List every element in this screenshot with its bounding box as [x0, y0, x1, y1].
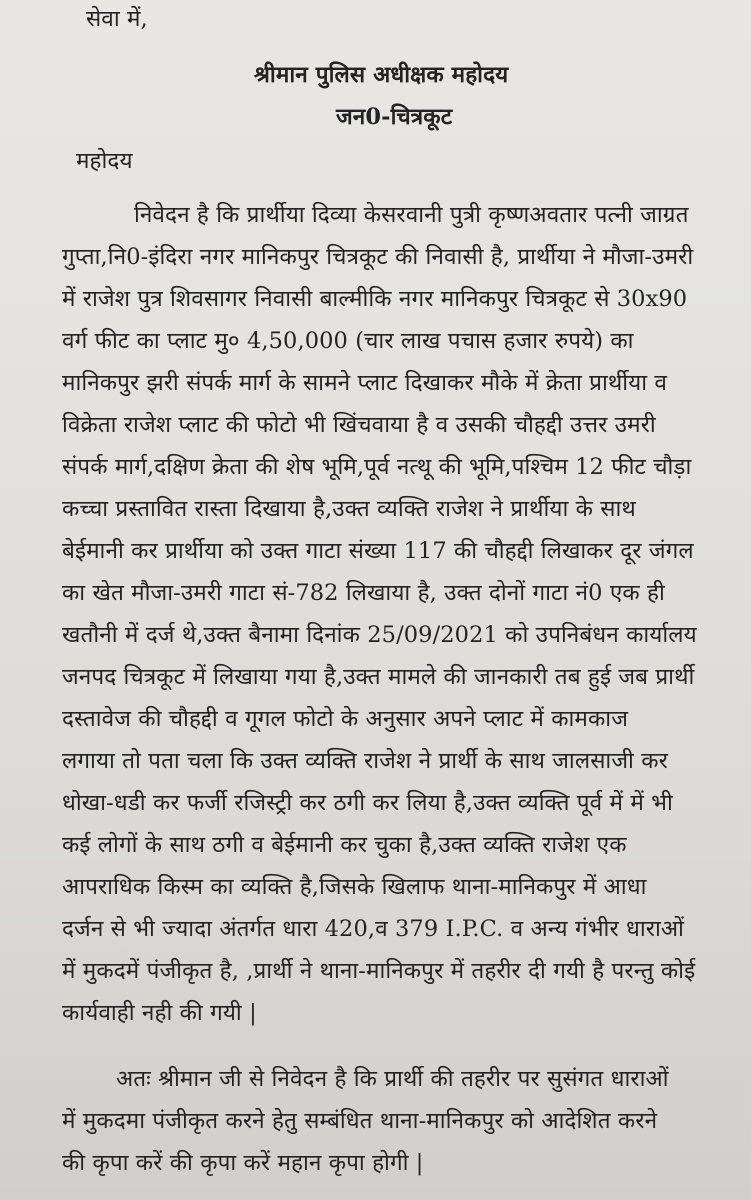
body-line: का खेत मौजा-उमरी गाटा सं-782 लिखाया है, उक्त दोनों गाटा नं0 एक ही [62, 580, 665, 606]
body-line: लगाया तो पता चला कि उक्त व्यक्ति राजेश ने प्रार्थी के साथ जालसाजी कर [62, 748, 668, 774]
body-line: दर्जन से भी ज्यादा अंतर्गत धारा 420,व 379 I.P.C. व अन्य गंभीर धाराओं [62, 916, 685, 942]
addressee-title: श्रीमान पुलिस अधीक्षक महोदय [254, 62, 509, 88]
body-line: में मुकदमें पंजीकृत है, ,प्रार्थी ने थाना-मानिकपुर में तहरीर दी गयी है परन्तु कोई [62, 958, 696, 984]
body-line: में राजेश पुत्र शिवसागर निवासी बाल्मीकि नगर मानिकपुर चित्रकूट से 30x90 [62, 286, 688, 312]
body-line: कई लोगों के साथ ठगी व बेईमानी कर चुका है,उक्त व्यक्ति राजेश एक [62, 832, 627, 858]
body-line: जनपद चित्रकूट में लिखाया गया है,उक्त मामले की जानकारी तब हुई जब प्रार्थी [62, 664, 695, 690]
body-line: आपराधिक किस्म का व्यक्ति है,जिसके खिलाफ थाना-मानिकपुर में आधा [62, 874, 647, 900]
body-line: मानिकपुर झरी संपर्क मार्ग के सामने प्लाट दिखाकर मौके में क्रेता प्रार्थीया व [62, 370, 668, 396]
closing-line: की कृपा करें की कृपा करें महान कृपा होगी | [62, 1150, 424, 1176]
greeting: महोदय [76, 148, 133, 174]
body-line: कार्यवाही नही की गयी | [62, 1000, 257, 1026]
body-line: धोखा-धडी कर फर्जी रजिस्ट्री कर ठगी कर लिया है,उक्त व्यक्ति पूर्व में में भी [62, 790, 673, 816]
body-line: खतौनी में दर्ज थे,उक्त बैनामा दिनांक 25/09/2021 को उपनिबंधन कार्यालय [62, 622, 697, 648]
body-line: कच्चा प्रस्तावित रास्ता दिखाया है,उक्त व्यक्ति राजेश ने प्रार्थीया के साथ [62, 496, 636, 522]
addressee-place: जन0-चित्रकूट [336, 104, 453, 130]
body-line: विक्रेता राजेश प्लाट की फोटो भी खिंचवाया है व उसकी चौहद्दी उत्तर उमरी [62, 412, 656, 438]
body-line: संपर्क मार्ग,दक्षिण क्रेता की शेष भूमि,पूर्व नत्थू की भूमि,पश्चिम 12 फीट चौड़ा [62, 454, 692, 480]
body-line: गुप्ता,नि0-इंदिरा नगर मानिकपुर चित्रकूट की निवासी है, प्रार्थीया ने मौजा-उमरी [62, 244, 694, 270]
body-line: बेईमानी कर प्रार्थीया को उक्त गाटा संख्या 117 की चौहद्दी लिखाकर दूर जंगल [62, 538, 694, 564]
salutation: सेवा में, [86, 6, 148, 32]
body-line: निवेदन है कि प्रार्थीया दिव्या केसरवानी पुत्री कृष्णअवतार पत्नी जाग्रत [134, 202, 689, 228]
body-line: दस्तावेज की चौहद्दी व गूगल फोटो के अनुसार अपने प्लाट में कामकाज [62, 706, 628, 732]
body-line: वर्ग फीट का प्लाट मु० 4,50,000 (चार लाख पचास हजार रुपये) का [62, 328, 634, 354]
closing-line: में मुकदमा पंजीकृत करने हेतु सम्बंधित थाना-मानिकपुर को आदेशित करने [62, 1108, 658, 1134]
closing-line: अतः श्रीमान जी से निवेदन है कि प्रार्थी की तहरीर पर सुसंगत धाराओं [116, 1066, 669, 1092]
